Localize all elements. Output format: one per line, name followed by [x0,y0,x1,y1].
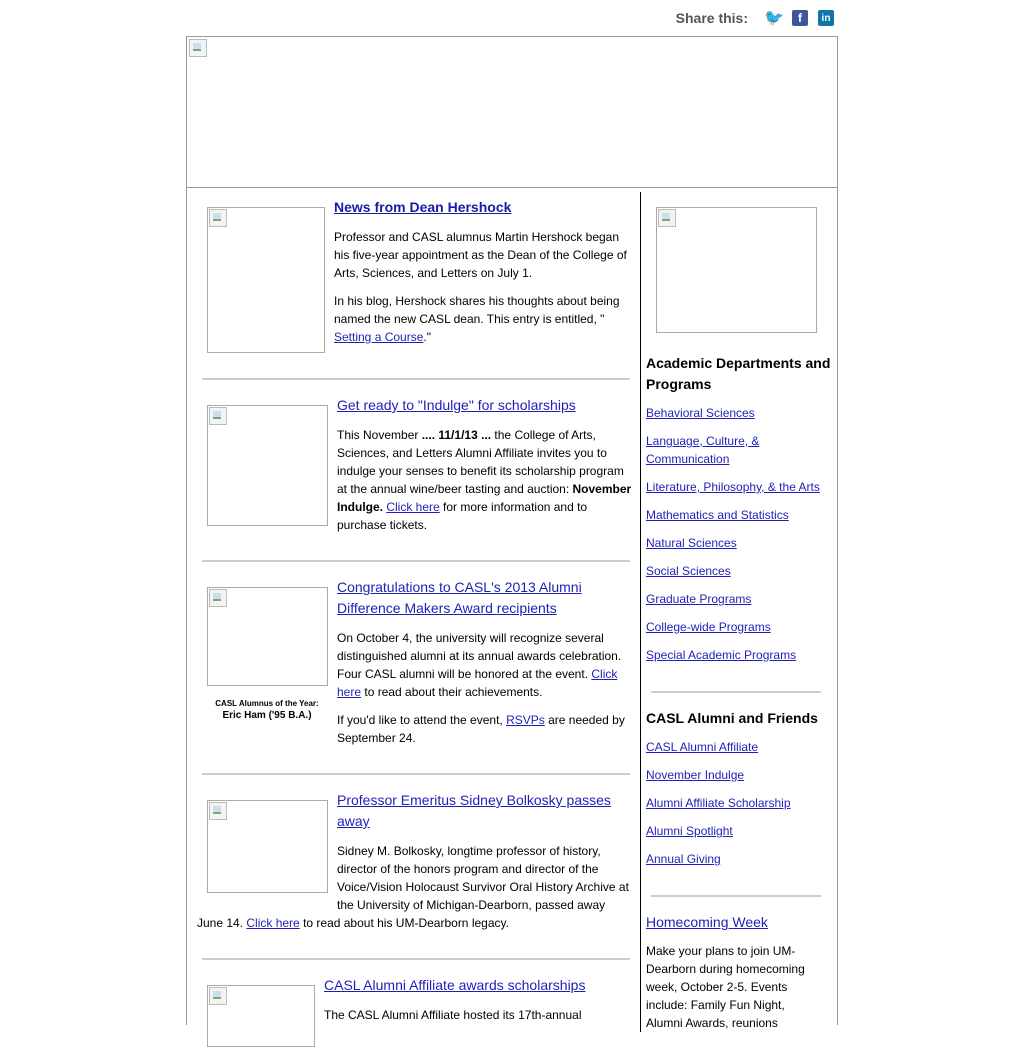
homecoming-text: Make your plans to join UM-Dearborn during homecoming week, October 2-5. Events include: Family Fun Night, Alumni Awards, reunions [646,944,805,1030]
article-title-indulge[interactable]: Get ready to "Indulge" for scholarships [337,397,576,413]
alumni-heading: CASL Alumni and Friends [646,710,818,726]
article-text: If you'd like to attend the event, RSVPs are needed by September 24. [337,713,625,745]
divider [202,560,630,562]
sidebar-link-alumni-spotlight[interactable]: Alumni Spotlight [646,824,733,838]
article-title-difference-makers[interactable]: Congratulations to CASL's 2013 Alumni Difference Makers Award recipients [337,579,582,616]
photo-caption-name: Eric Ham ('95 B.A.) [222,710,312,721]
indulge-photo [207,405,328,526]
scholarship-photo [207,985,315,1047]
sidebar-link-mathematics[interactable]: Mathematics and Statistics [646,508,789,522]
setting-a-course-link[interactable]: Setting a Course [334,330,424,344]
sidebar-link-annual-giving[interactable]: Annual Giving [646,852,721,866]
divider [202,378,630,380]
divider [651,691,821,693]
article-title-dean-hershock[interactable]: News from Dean Hershock [334,199,512,215]
photo-caption: CASL Alumnus of the Year: [215,699,319,708]
article-title-bolkosky[interactable]: Professor Emeritus Sidney Bolkosky passes away [337,792,611,829]
article-text: June 14. Click here to read about his UM-Dearborn legacy. [197,916,509,930]
divider [202,773,630,775]
rsvps-link[interactable]: RSVPs [506,713,545,727]
homecoming-week-link[interactable]: Homecoming Week [646,914,768,930]
broken-image-icon [209,407,227,425]
banner-image [187,37,837,188]
sidebar-link-language-culture[interactable]: Language, Culture, & Communication [646,434,760,466]
awards-click-here-link[interactable]: Click here [337,667,618,699]
sidebar-link-graduate-programs[interactable]: Graduate Programs [646,592,752,606]
linkedin-icon[interactable]: in [818,10,834,26]
sidebar-link-special-academic[interactable]: Special Academic Programs [646,648,797,662]
broken-image-icon [658,209,676,227]
sidebar-link-natural-sciences[interactable]: Natural Sciences [646,536,737,550]
sidebar-link-alumni-scholarship[interactable]: Alumni Affiliate Scholarship [646,796,791,810]
dean-photo [207,207,325,353]
departments-heading: Academic Departments and Programs [646,355,831,392]
article-title-scholarships[interactable]: CASL Alumni Affiliate awards scholarships [324,977,586,993]
article-text: The CASL Alumni Affiliate hosted its 17th-annual [324,1008,582,1022]
divider [651,895,821,897]
broken-image-icon [209,589,227,607]
newsletter-frame [186,36,838,1030]
sidebar-image [656,207,817,333]
sidebar-link-literature[interactable]: Literature, Philosophy, & the Arts [646,480,820,494]
broken-image-icon [209,802,227,820]
broken-image-icon [209,209,227,227]
sidebar-link-november-indulge[interactable]: November Indulge [646,768,745,782]
share-label: Share this: [675,10,748,26]
sidebar-link-behavioral-sciences[interactable]: Behavioral Sciences [646,406,755,420]
twitter-icon[interactable]: 🐦 [764,10,784,27]
column-divider [640,192,641,1032]
facebook-icon[interactable]: f [792,10,808,26]
article-text: This November .... 11/1/13 ... the College of Arts, Sciences, and Letters Alumni Affiliate invites you to indulge your senses to benefit its scholarship program at the annual wine/beer tasting and auction: November Indulge. Click here for more information and to purchase tickets. [337,428,632,532]
bolkosky-photo [207,800,328,893]
article-text: On October 4, the university will recognize several distinguished alumni at its annual awards celebration. Four CASL alumni will be honored at the event. Click here to read about their achievements. [337,631,622,699]
broken-image-icon [189,39,207,57]
sidebar-link-social-sciences[interactable]: Social Sciences [646,564,731,578]
broken-image-icon [209,987,227,1005]
article-text: Professor and CASL alumnus Martin Hershock began his five-year appointment as the Dean of the College of Arts, Sciences, and Letters on July 1. [334,230,627,280]
article-text: In his blog, Hershock shares his thoughts about being named the new CASL dean. This entry is entitled, " Setting a Course." [334,294,620,344]
alumnus-photo [207,587,328,686]
article-text: Sidney M. Bolkosky, longtime professor of history, director of the honors program and director of the Voice/Vision Holocaust Survivor Oral History Archive at the University of Michigan-Dearborn, passed away [337,844,629,912]
indulge-click-here-link[interactable]: Click here [386,500,440,514]
sidebar-link-alumni-affiliate[interactable]: CASL Alumni Affiliate [646,740,759,754]
sidebar-link-college-wide[interactable]: College-wide Programs [646,620,771,634]
bolkosky-click-here-link[interactable]: Click here [246,916,300,930]
divider [202,958,630,960]
share-bar [676,10,834,26]
